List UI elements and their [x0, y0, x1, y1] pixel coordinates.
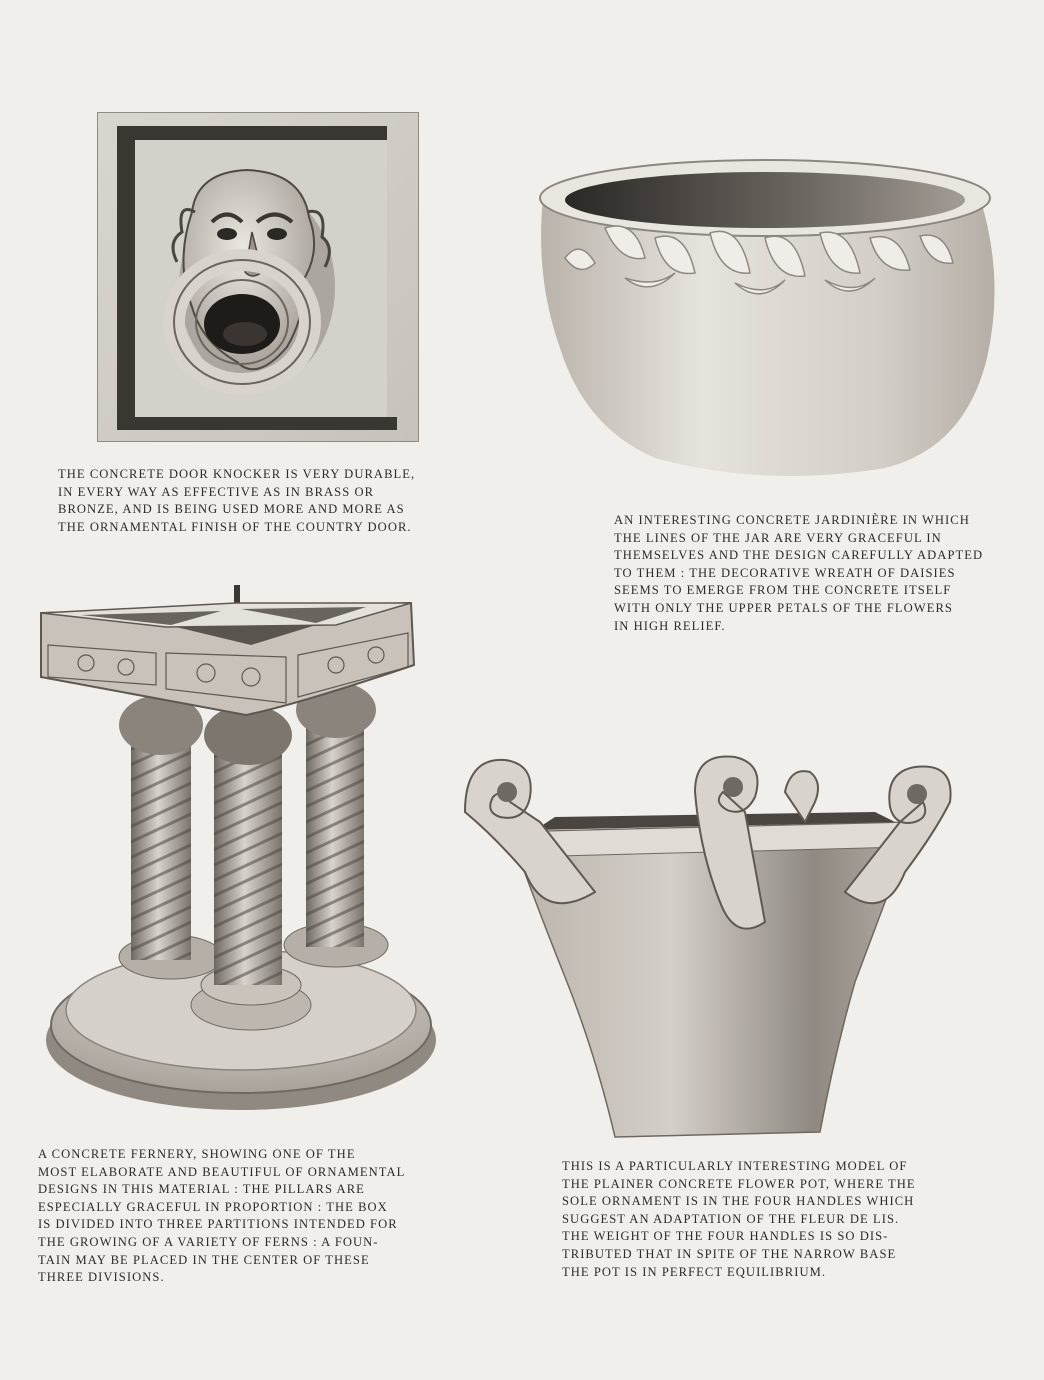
jardiniere-photo	[525, 158, 1007, 496]
fernery-caption	[38, 1146, 434, 1287]
caption-line: THE POT IS IN PERFECT EQUILIBRIUM.	[562, 1264, 827, 1279]
caption-line: DESIGNS IN THIS MATERIAL : THE PILLARS ARE	[38, 1182, 365, 1197]
caption-line: AN INTERESTING CONCRETE JARDINIÈRE IN WHICH	[614, 513, 970, 527]
caption-line: SOLE ORNAMENT IS IN THE FOUR HANDLES WHICH	[562, 1194, 915, 1209]
door-knocker-image	[97, 112, 419, 442]
caption-line: THE LINES OF THE JAR ARE VERY GRACEFUL IN	[614, 530, 942, 545]
caption-line: IS DIVIDED INTO THREE PARTITIONS INTENDED FOR	[38, 1217, 398, 1232]
caption-line: SUGGEST AN ADAPTATION OF THE FLEUR DE LIS.	[562, 1211, 900, 1226]
caption-line: TRIBUTED THAT IN SPITE OF THE NARROW BASE	[562, 1246, 897, 1261]
caption-line: THE CONCRETE DOOR KNOCKER IS VERY DURABLE,	[58, 467, 416, 481]
caption-line: ESPECIALLY GRACEFUL IN PROPORTION : THE BOX	[38, 1199, 388, 1214]
caption-line: MOST ELABORATE AND BEAUTIFUL OF ORNAMENTAL	[38, 1164, 406, 1179]
flower-pot-image	[455, 752, 960, 1142]
jardiniere-caption	[614, 512, 1008, 635]
caption-line: WITH ONLY THE UPPER PETALS OF THE FLOWERS	[614, 600, 953, 615]
caption-line: THE PLAINER CONCRETE FLOWER POT, WHERE THE	[562, 1176, 916, 1191]
door-knocker-photo	[97, 112, 419, 442]
caption-line: TO THEM : THE DECORATIVE WREATH OF DAISIES	[614, 565, 956, 580]
caption-line: THE GROWING OF A VARIETY OF FERNS : A FOUN-	[38, 1234, 379, 1249]
flower-pot-photo	[455, 752, 960, 1142]
fernery-photo	[36, 585, 440, 1125]
caption-line: A CONCRETE FERNERY, SHOWING ONE OF THE	[38, 1147, 356, 1161]
caption-line: THE ORNAMENTAL FINISH OF THE COUNTRY DOOR.	[58, 519, 412, 534]
caption-line: IN EVERY WAY AS EFFECTIVE AS IN BRASS OR	[58, 484, 375, 499]
caption-line: THEMSELVES AND THE DESIGN CAREFULLY ADAPTED	[614, 548, 984, 563]
caption-line: THREE DIVISIONS.	[38, 1270, 165, 1285]
caption-line: TAIN MAY BE PLACED IN THE CENTER OF THESE	[38, 1252, 370, 1267]
caption-line: THE WEIGHT OF THE FOUR HANDLES IS SO DIS-	[562, 1229, 889, 1244]
fernery-image	[36, 585, 440, 1125]
caption-line: IN HIGH RELIEF.	[614, 618, 726, 633]
jardiniere-image	[525, 158, 1007, 496]
caption-line: THIS IS A PARTICULARLY INTERESTING MODEL OF	[562, 1159, 908, 1173]
caption-line: BRONZE, AND IS BEING USED MORE AND MORE AS	[58, 502, 405, 517]
caption-line: SEEMS TO EMERGE FROM THE CONCRETE ITSELF	[614, 583, 952, 598]
flower-pot-caption	[562, 1158, 958, 1281]
door-knocker-caption	[58, 466, 430, 536]
